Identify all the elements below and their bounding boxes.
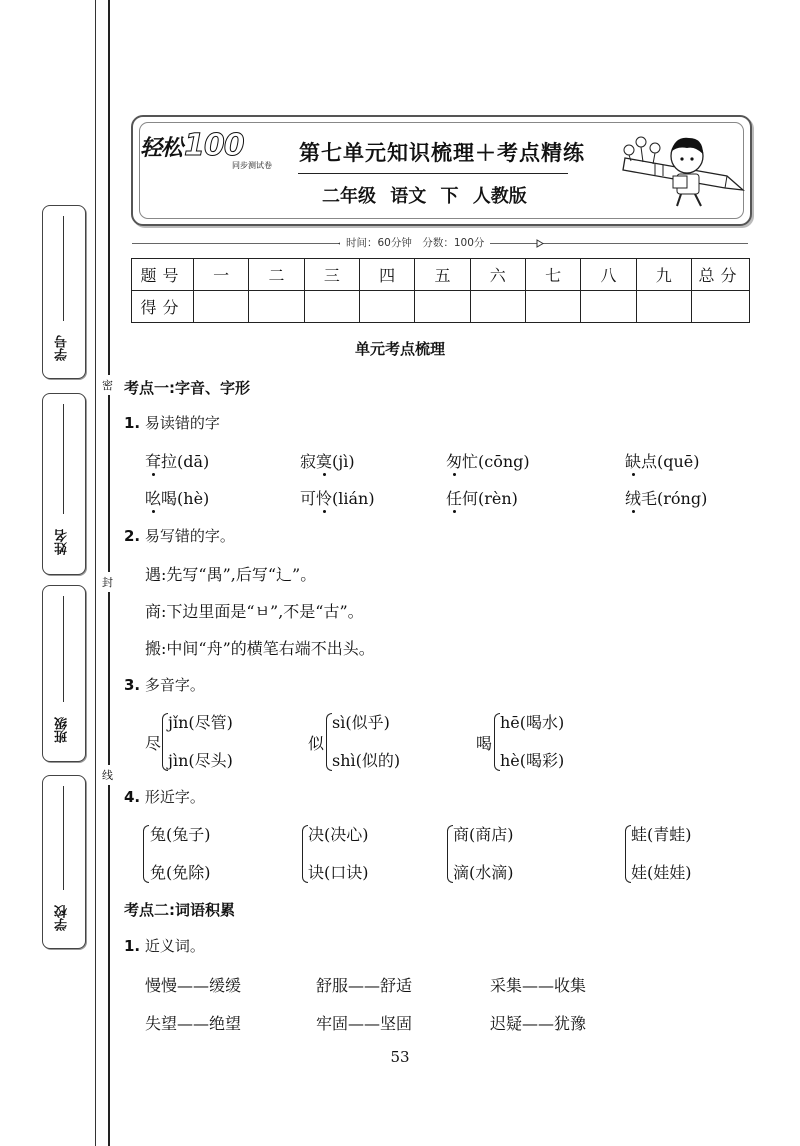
synonym-pair: 慢慢——缓缓: [145, 976, 242, 995]
polyphone-char: 似: [308, 734, 325, 753]
kp1-q3-heading: 3. 多音字。: [124, 676, 205, 694]
seal-char-mi: 密: [102, 375, 113, 395]
pinyin-word: 寂寞(jì): [300, 452, 355, 471]
polyphone-reading: jǐn(尽管): [168, 713, 233, 732]
brace: [143, 825, 149, 883]
score-input-cell[interactable]: [415, 291, 470, 323]
polyphone-reading: hè(喝彩): [500, 751, 565, 770]
score-table-cell: 七: [525, 259, 580, 291]
score-table-cell: 八: [581, 259, 636, 291]
page-number: 53: [390, 1048, 410, 1066]
score-input-cell[interactable]: [194, 291, 249, 323]
pinyin-word: 绒毛(róng): [625, 489, 708, 508]
seal-char-feng: 封: [102, 572, 113, 592]
writing-tip: 遇:先写“禺”,后写“辶”。: [145, 565, 317, 584]
synonym-pair: 采集——收集: [490, 976, 587, 995]
kp1-heading: 考点一:字音、字形: [124, 379, 250, 397]
score-table-header-row: [132, 259, 750, 291]
mascot-illustration: [615, 128, 745, 210]
student-id-label: 学号: [55, 335, 70, 361]
polyphone-char: 喝: [476, 734, 493, 753]
score-table-cell: 总分: [692, 259, 750, 291]
kp2-heading: 考点二:词语积累: [124, 901, 235, 919]
synonym-pair: 失望——绝望: [145, 1014, 242, 1033]
class-field[interactable]: [63, 596, 64, 702]
page-title: 第七单元知识梳理＋考点精练: [299, 140, 585, 165]
margin-line: [95, 0, 96, 1146]
school-field[interactable]: [63, 786, 64, 890]
similar-char: 决(决心): [308, 825, 369, 844]
polyphone-reading: jìn(尽头): [168, 751, 233, 770]
kp1-q2-heading: 2. 易写错的字。: [124, 527, 235, 545]
score-input-cell[interactable]: [249, 291, 304, 323]
synonym-pair: 牢固——坚固: [316, 1014, 413, 1033]
pinyin-word: 任何(rèn): [446, 489, 518, 508]
polyphone-reading: shì(似的): [332, 751, 401, 770]
similar-char: 商(商店): [453, 825, 514, 844]
school-label: 学校: [55, 905, 70, 931]
kp1-q1-heading: 1. 易读错的字: [124, 414, 220, 432]
polyphone-char: 尽: [145, 734, 162, 753]
score-input-cell[interactable]: [359, 291, 414, 323]
time-score-info: 时间：60分钟 分数：100分: [340, 235, 490, 250]
kp2-q1-heading: 1. 近义词。: [124, 937, 205, 955]
score-table-cell: 九: [636, 259, 691, 291]
score-input-cell[interactable]: [304, 291, 359, 323]
score-table-cell: 六: [470, 259, 525, 291]
score-input-cell[interactable]: [636, 291, 691, 323]
polyphone-reading: hē(喝水): [500, 713, 565, 732]
score-table-cell: 四: [359, 259, 414, 291]
page-subtitle: 二年级 语文 下 人教版: [322, 186, 527, 207]
synonym-pair: 舒服——舒适: [316, 976, 413, 995]
similar-char: 蛙(青蛙): [631, 825, 692, 844]
brand-logo-subtitle: 同步测试卷: [232, 161, 272, 170]
section-title: 单元考点梳理: [354, 340, 445, 358]
seal-char-xian: 线: [102, 765, 113, 785]
score-table-cell: 五: [415, 259, 470, 291]
class-label: 班级: [55, 717, 70, 743]
name-field[interactable]: [63, 404, 64, 514]
class-box: [42, 585, 86, 762]
title-underline: [298, 173, 568, 174]
kp1-q4-heading: 4. 形近字。: [124, 788, 205, 806]
synonym-pair: 迟疑——犹豫: [490, 1014, 587, 1033]
writing-tip: 搬:中间“舟”的横笔右端不出头。: [145, 639, 375, 658]
pinyin-word: 吆喝(hè): [145, 489, 210, 508]
name-label: 姓名: [55, 529, 70, 555]
polyphone-reading: sì(似乎): [332, 713, 390, 732]
pinyin-word: 缺点(quē): [625, 452, 700, 471]
school-box: [42, 775, 86, 949]
score-table: [131, 258, 750, 323]
score-table-cell: 三: [304, 259, 359, 291]
pinyin-word: 耷拉(dā): [145, 452, 210, 471]
name-box: [42, 393, 86, 575]
writing-tip: 商:下边里面是“ㅂ”,不是“古”。: [145, 602, 364, 621]
student-id-field[interactable]: [63, 216, 64, 321]
score-table-cell: 二: [249, 259, 304, 291]
score-table-cell: 一: [194, 259, 249, 291]
pinyin-word: 匆忙(cōng): [446, 452, 530, 471]
pinyin-word: 可怜(lián): [300, 489, 375, 508]
similar-char: 诀(口诀): [308, 863, 369, 882]
brand-logo: 轻松100: [140, 128, 244, 163]
score-input-cell[interactable]: [581, 291, 636, 323]
right-arrow-icon: [536, 239, 544, 248]
score-input-cell[interactable]: [525, 291, 580, 323]
score-input-cell[interactable]: [692, 291, 750, 323]
score-row-label: 得分: [132, 291, 194, 323]
score-table-score-row: [132, 291, 750, 323]
similar-char: 免(免除): [150, 863, 211, 882]
similar-char: 娃(娃娃): [631, 863, 692, 882]
similar-char: 兔(兔子): [150, 825, 211, 844]
score-table-cell: 题号: [132, 259, 194, 291]
score-input-cell[interactable]: [470, 291, 525, 323]
similar-char: 滴(水滴): [453, 863, 514, 882]
